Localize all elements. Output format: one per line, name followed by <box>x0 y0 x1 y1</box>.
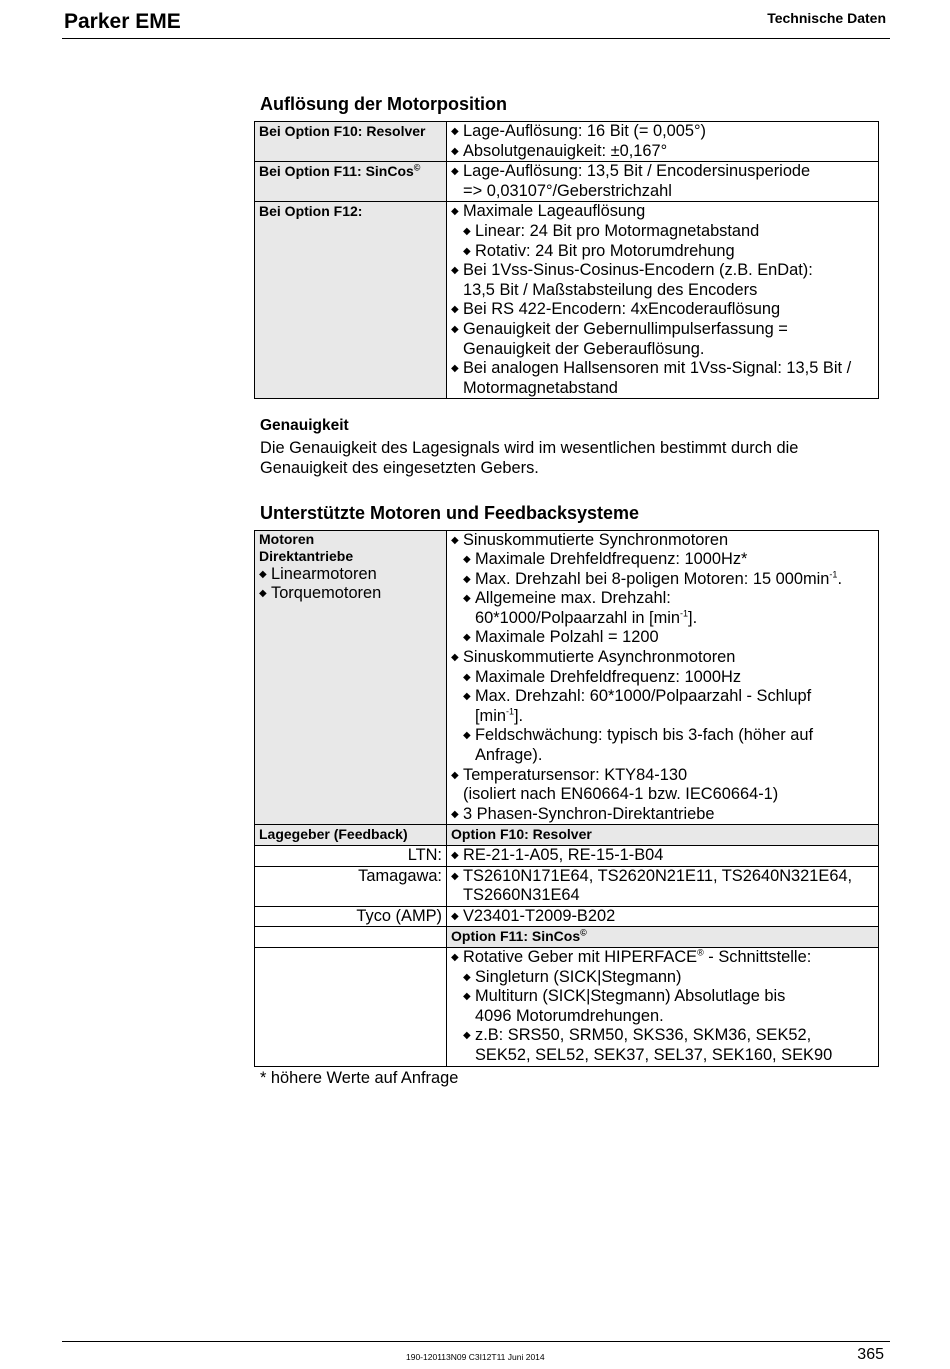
table-row <box>255 846 879 867</box>
page-footer <box>62 1341 890 1368</box>
sub-list-item: ◆ Rotativ: 24 Bit pro Motorumdrehung <box>451 242 874 262</box>
sub-list-item: ◆ Max. Drehzahl bei 8-poligen Motoren: 15 $000\min^{-1}$. <box>451 570 874 590</box>
list-item: ◆ TS2610N171E64, TS2620N21E11, TS2640N321E64, <box>451 867 874 887</box>
sub-list-item: ◆ Max. Drehzahl: 60*1000/Polpaarzahl - Schlupf <box>451 687 874 707</box>
list-item: ◆ Bei 1Vss-Sinus-Cosinus-Encodern (z.B. EnDat): <box>451 261 874 281</box>
row-label: Lagegeber (Feedback) <box>255 825 447 846</box>
sub-list-item: ◆ Maximale Drehfeldfrequenz: 1000Hz <box>451 668 874 688</box>
sub-list-item: ◆ Maximale Drehfeldfrequenz: 1000Hz* <box>451 550 874 570</box>
table-row <box>255 927 879 948</box>
table-row <box>255 947 879 1066</box>
list-item: ◆ Sinuskommutierte Asynchronmotoren <box>451 648 874 668</box>
page-content <box>254 92 880 1088</box>
row-label <box>255 947 447 1066</box>
list-item-continuation: $[\min^{-1}]$. <box>475 706 524 725</box>
list-item-continuation: Motormagnetabstand <box>463 378 618 397</box>
document-code: 190-120113N09 C3I12T11 Juni 2014 <box>406 1352 545 1362</box>
vendor-value <box>447 866 879 906</box>
heading-accuracy: Genauigkeit <box>260 417 349 435</box>
row-content <box>447 947 879 1066</box>
row-label: Bei Option F10: Resolver <box>255 122 447 162</box>
sub-list-item: ◆ Multiturn (SICK|Stegmann) Absolutlage bis <box>451 987 874 1007</box>
brand-name: Parker EME <box>64 10 181 33</box>
list-item: ◆ 3 Phasen-Synchron-Direktantriebe <box>451 805 874 825</box>
list-item-continuation: => 0,03107°/Geberstrichzahl <box>463 181 672 200</box>
sub-list-item: ◆ Feldschwächung: typisch bis 3-fach (höher auf <box>451 726 874 746</box>
vendor-label: LTN: <box>255 846 447 867</box>
resolution-table <box>254 121 879 399</box>
vendor-value <box>447 906 879 927</box>
table-row <box>255 122 879 162</box>
motors-feedback-table <box>254 530 879 1067</box>
row-label: Bei Option F12: <box>255 202 447 399</box>
table-row <box>255 906 879 927</box>
list-item: ◆ Lage-Auflösung: 16 Bit (= 0,005°) <box>451 122 874 142</box>
table-row <box>255 162 879 202</box>
list-item: ◆ Lage-Auflösung: 13,5 Bit / Encodersinusperiode <box>451 162 874 182</box>
footnote: * höhere Werte auf Anfrage <box>260 1068 459 1087</box>
list-item-continuation: SEK52, SEL52, SEK37, SEL37, SEK160, SEK90 <box>475 1045 833 1064</box>
row-label <box>255 927 447 948</box>
list-item-continuation: 13,5 Bit / Maßstabsteilung des Encoders <box>463 280 758 299</box>
row-content <box>447 530 879 825</box>
sub-list-item: ◆ Singleturn (SICK|Stegmann) <box>451 968 874 988</box>
table-row <box>255 825 879 846</box>
list-item: ◆ Genauigkeit der Gebernullimpulserfassung = <box>451 320 874 340</box>
row-content <box>447 202 879 399</box>
table-row <box>255 202 879 399</box>
section-title: Technische Daten <box>767 10 886 26</box>
list-item: ◆ Bei analogen Hallsensoren mit 1Vss-Signal: 13,5 Bit / <box>451 359 874 379</box>
list-item: ◆ Absolutgenauigkeit: ±0,167° <box>451 142 874 162</box>
sub-list-item: ◆ z.B: SRS50, SRM50, SKS36, SKM36, SEK52, <box>451 1026 874 1046</box>
list-item: ◆ Linearmotoren <box>259 565 442 585</box>
row-label: Bei Option F11: SinCos© <box>255 162 447 202</box>
page-header <box>62 6 890 39</box>
list-item-continuation: (isoliert nach EN60664-1 bzw. IEC60664-1) <box>463 785 779 804</box>
row-content <box>447 162 879 202</box>
heading-supported-motors: Unterstützte Motoren und Feedbacksysteme <box>260 502 640 523</box>
sub-list-item: ◆ Maximale Polzahl = 1200 <box>451 628 874 648</box>
vendor-value <box>447 846 879 867</box>
list-item: ◆ Temperatursensor: KTY84-130 <box>451 766 874 786</box>
table-row <box>255 866 879 906</box>
row-content <box>447 122 879 162</box>
list-item-continuation: TS2660N31E64 <box>463 886 580 905</box>
list-item: ◆ Maximale Lageauflösung <box>451 202 874 222</box>
list-item-continuation: Anfrage). <box>475 746 543 765</box>
page-number: 365 <box>857 1346 884 1363</box>
list-item-continuation: 60*1000/Polpaarzahl in $[\min^{-1}]$. <box>475 608 698 627</box>
table-row <box>255 530 879 825</box>
list-item: ◆ Bei RS 422-Encodern: 4xEncoderauflösung <box>451 300 874 320</box>
list-item: ◆ V23401-T2009-B202 <box>451 907 874 927</box>
list-item: ◆ Torquemotoren <box>259 584 442 604</box>
list-item: ◆ RE-21-1-A05, RE-15-1-B04 <box>451 846 874 866</box>
list-item: ◆ Rotative Geber mit HIPERFACE® - Schnittstelle: <box>451 948 874 968</box>
list-item-continuation: Genauigkeit der Geberauflösung. <box>463 339 705 358</box>
vendor-label: Tyco (AMP) <box>255 906 447 927</box>
option-header: Option F11: SinCos© <box>447 927 879 948</box>
option-header: Option F10: Resolver <box>447 825 879 846</box>
list-item: ◆ Sinuskommutierte Synchronmotoren <box>451 531 874 551</box>
sub-list-item: ◆ Linear: 24 Bit pro Motormagnetabstand <box>451 222 874 242</box>
heading-motor-resolution: Auflösung der Motorposition <box>260 94 507 114</box>
list-item-continuation: 4096 Motorumdrehungen. <box>475 1006 664 1025</box>
sub-list-item: ◆ Allgemeine max. Drehzahl: <box>451 589 874 609</box>
accuracy-paragraph: Die Genauigkeit des Lagesignals wird im wesentlichen bestimmt durch die Genauigkeit des eingesetzten Gebers. <box>260 439 799 477</box>
vendor-label: Tamagawa: <box>255 866 447 906</box>
row-label: Motoren Direktantriebe ◆ Linearmotoren ◆ Torquemotoren <box>255 530 447 825</box>
